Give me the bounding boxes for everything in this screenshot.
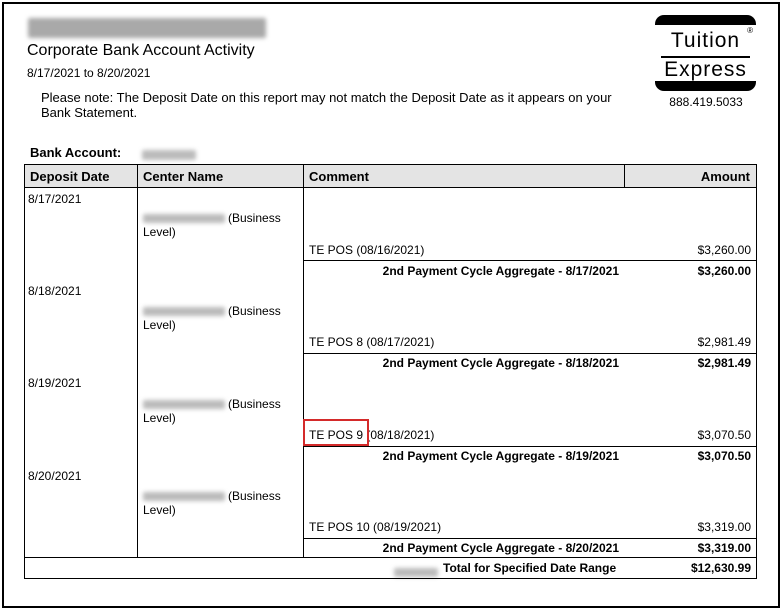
- center-name: (Business Level): [143, 397, 281, 425]
- column-comment: Comment: [309, 169, 369, 184]
- logo-word-tuition: Tuition: [670, 29, 741, 52]
- logo-bottom-bar: [655, 81, 756, 91]
- deposit-date: 8/18/2021: [28, 284, 82, 298]
- logo-registered-mark: ®: [747, 26, 753, 35]
- highlight-box: [303, 419, 369, 446]
- total-prefix-redacted: [394, 564, 438, 582]
- center-name-redacted: [143, 307, 225, 316]
- amount: $3,319.00: [697, 520, 751, 534]
- center-name-redacted: [143, 214, 225, 223]
- report-title: Corporate Bank Account Activity: [27, 42, 255, 59]
- logo-word-express: Express: [664, 58, 747, 81]
- company-name-redacted: [28, 18, 266, 38]
- center-name-redacted: [143, 492, 225, 501]
- deposit-date-note: Please note: The Deposit Date on this report may not match the Deposit Date as it appears on your Bank Statement.: [41, 90, 612, 120]
- aggregate-label: 2nd Payment Cycle Aggregate - 8/18/2021: [382, 356, 619, 370]
- column-center-name: Center Name: [143, 169, 224, 184]
- table-header: [24, 164, 757, 188]
- center-name: (Business Level): [143, 489, 281, 517]
- amount: $3,070.50: [697, 428, 751, 442]
- logo-phone: 888.419.5033: [669, 95, 743, 109]
- row-separator: [304, 260, 757, 261]
- aggregate-amount: $2,981.49: [697, 356, 751, 370]
- comment: TE POS 10 (08/19/2021): [309, 520, 442, 534]
- comment: TE POS 8 (08/17/2021): [309, 335, 435, 349]
- comment: TE POS 9 (08/18/2021): [309, 428, 435, 442]
- aggregate-amount: $3,070.50: [697, 449, 751, 463]
- center-name-redacted: [143, 400, 225, 409]
- date-range: 8/17/2021 to 8/20/2021: [27, 66, 151, 80]
- row-separator: [304, 446, 757, 447]
- column-deposit-date: Deposit Date: [30, 169, 110, 184]
- deposit-date: 8/20/2021: [28, 469, 82, 483]
- total-label: Total for Specified Date Range: [443, 561, 617, 575]
- column-amount: Amount: [700, 169, 750, 184]
- logo-top-bar: [655, 15, 756, 25]
- tuition-express-logo: [655, 15, 756, 93]
- aggregate-label: 2nd Payment Cycle Aggregate - 8/20/2021: [382, 541, 619, 555]
- aggregate-amount: $3,260.00: [697, 264, 751, 278]
- table-left-border: [24, 164, 25, 579]
- deposit-date: 8/17/2021: [28, 192, 82, 206]
- total-bottom-rule: [24, 578, 757, 579]
- aggregate-amount: $3,319.00: [697, 541, 751, 555]
- activity-table: [24, 164, 757, 579]
- row-separator: [304, 538, 757, 539]
- total-top-rule: [24, 557, 757, 558]
- row-separator: [304, 353, 757, 354]
- amount: $3,260.00: [697, 243, 751, 257]
- aggregate-label: 2nd Payment Cycle Aggregate - 8/17/2021: [382, 264, 619, 278]
- center-name: (Business Level): [143, 211, 281, 239]
- bank-account-number-redacted: [142, 146, 196, 164]
- comment: TE POS (08/16/2021): [309, 243, 425, 257]
- aggregate-label: 2nd Payment Cycle Aggregate - 8/19/2021: [382, 449, 619, 463]
- table-right-border: [756, 164, 757, 579]
- column-divider: [137, 164, 138, 557]
- column-divider: [624, 164, 625, 188]
- bank-account-label: Bank Account:: [30, 145, 122, 160]
- deposit-date: 8/19/2021: [28, 376, 82, 390]
- amount: $2,981.49: [697, 335, 751, 349]
- center-name: (Business Level): [143, 304, 281, 332]
- total-amount: $12,630.99: [690, 561, 751, 575]
